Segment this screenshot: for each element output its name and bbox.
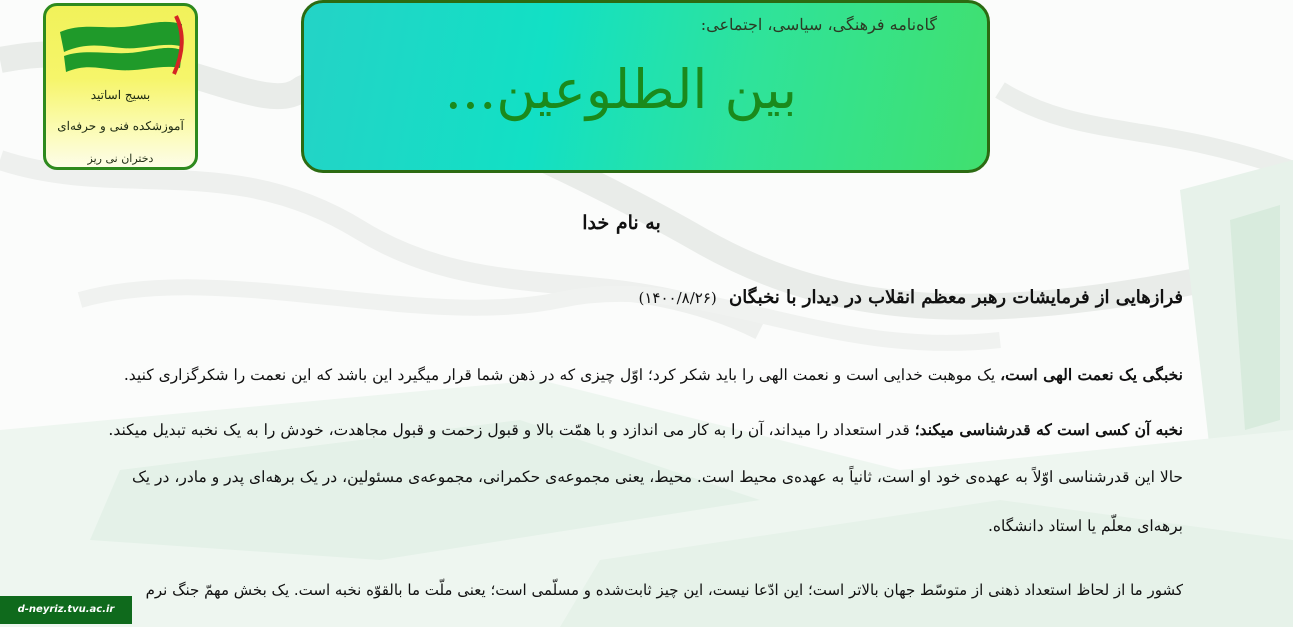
logo-line-3: دختران نی ریز xyxy=(87,152,154,165)
bismillah-heading: به نام خدا xyxy=(582,212,661,234)
paragraph-3-line-1: حالا این قدرشناسی اوّلاً به عهده‌ی خود او است، ثانیاً به عهده‌ی محیط است. محیط، یعنی مجموعه‌ی حکمرانی، مجموعه‌ی مسئولین، در یک برهه‌ای پدر و مادر، در یک xyxy=(131,468,1183,486)
header-banner xyxy=(301,0,990,173)
paragraph-1-lead: نخبگی یک نعمت الهی است، xyxy=(1000,365,1183,384)
paragraph-4: کشور ما از لحاظ استعداد ذهنی از متوسّط جهان بالاتر است؛ این ادّعا نیست، این چیز ثابت‌شده و مسلّمی است؛ یعنی ملّت ما بالقوّه نخبه است. یک بخش مهمّ جنگ نرم xyxy=(145,581,1183,599)
logo-line-2: آموزشکده فنی و حرفه‌ای xyxy=(57,119,184,133)
paragraph-2 xyxy=(73,420,1183,439)
flag-emblem-icon xyxy=(52,12,192,84)
paragraph-1-rest: یک موهبت خدایی است و نعمت الهی را باید شکر کرد؛ اوّل چیزی که در ذهن شما قرار میگیرد این باشد که این نعمت را شکرگزاری کنید. xyxy=(123,366,1001,384)
paragraph-3-line-2: برهه‌ای معلّم یا استاد دانشگاه. xyxy=(987,517,1183,535)
paragraph-2-rest: قدر استعداد را میداند، آن را به کار می اندازد و با همّت بالا و قبول زحمت و قبول مجاهدت، خودش را به یک نخبه تبدیل میکند. xyxy=(108,421,915,439)
banner-kicker: گاه‌نامه فرهنگی، سیاسی، اجتماعی: xyxy=(700,15,937,34)
logo xyxy=(43,3,198,170)
site-watermark-stamp: d-neyriz.tvu.ac.ir xyxy=(0,596,132,624)
paragraph-1 xyxy=(73,365,1183,384)
banner-title: بین الطلوعین... xyxy=(444,58,797,121)
logo-line-1: بسیج اساتید xyxy=(90,88,151,102)
article-headline xyxy=(639,287,1183,308)
paragraph-2-lead: نخبه آن کسی است که قدرشناسی میکند؛ xyxy=(914,420,1183,439)
headline-date: (۱۴۰۰/۸/۲۶) xyxy=(638,289,717,307)
headline-text: فرازهایی از فرمایشات رهبر معظم انقلاب در دیدار با نخبگان xyxy=(729,287,1183,308)
